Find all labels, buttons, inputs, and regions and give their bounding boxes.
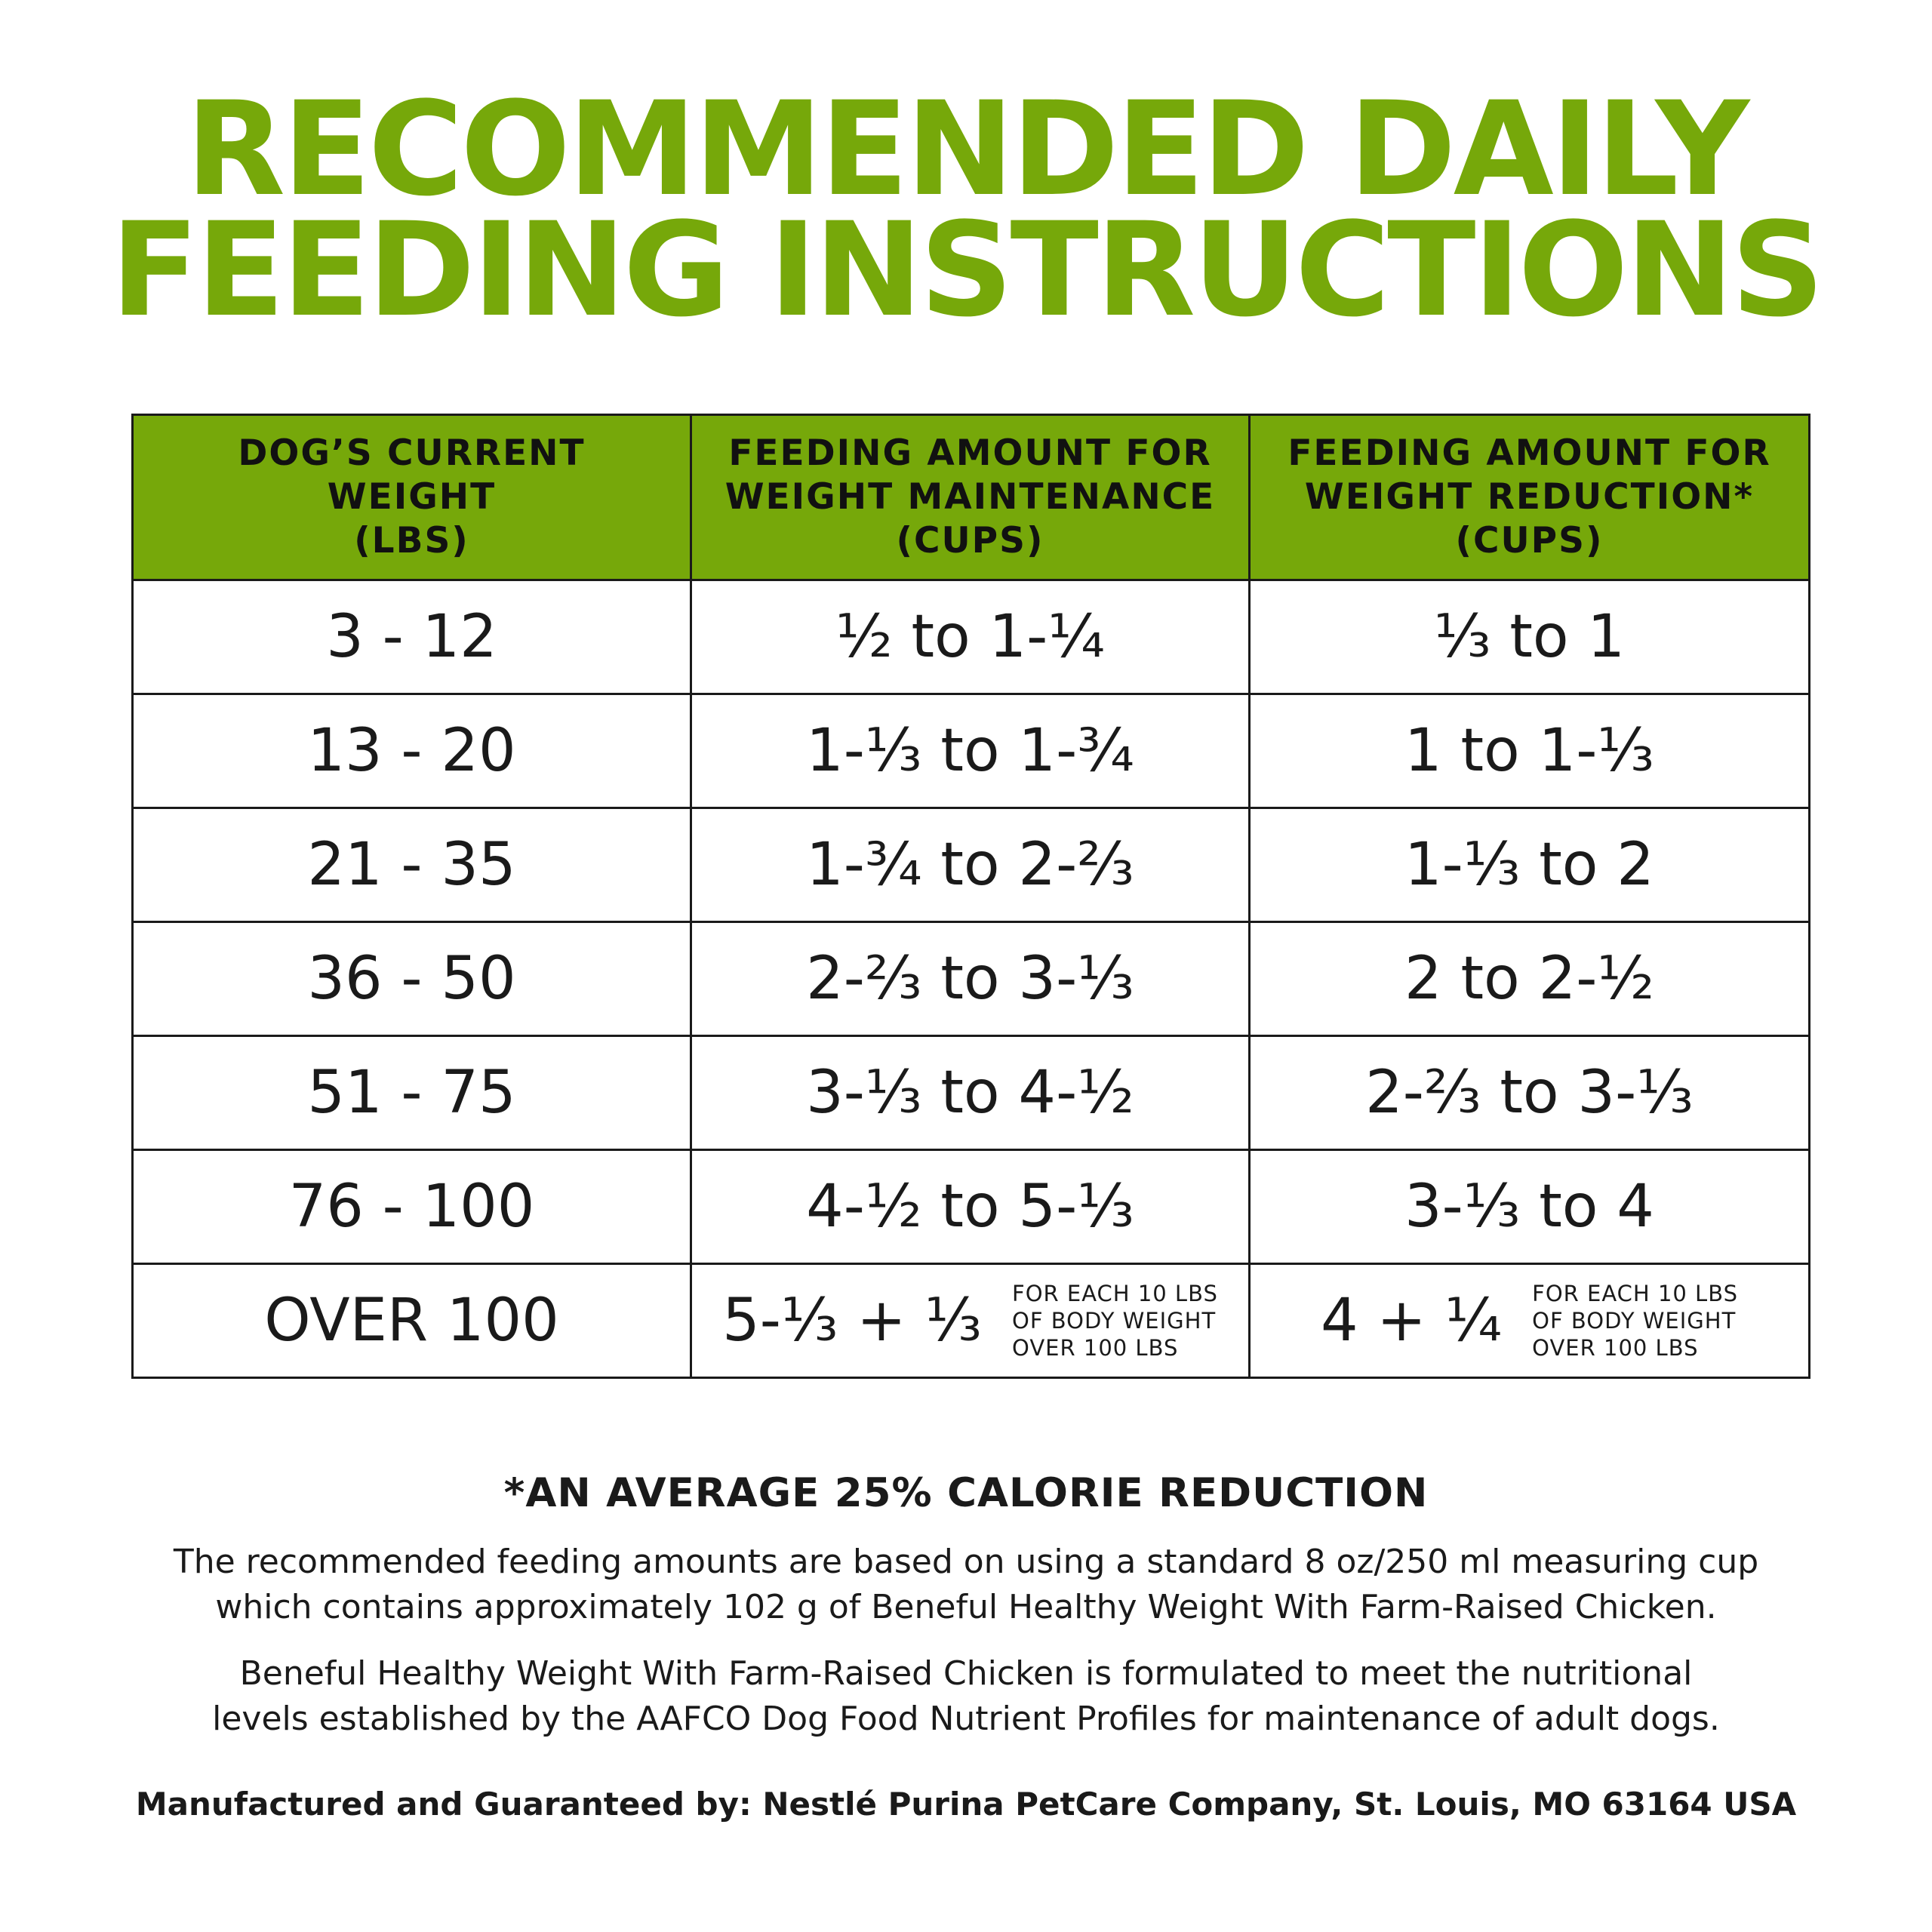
maintenance-cell: ½ to 1-¼ xyxy=(691,580,1250,694)
table-header-row xyxy=(133,415,1810,580)
maintenance-cell: 3-⅓ to 4-½ xyxy=(691,1036,1250,1150)
weight-cell: 21 - 35 xyxy=(133,808,691,922)
maintenance-note: FOR EACH 10 LBS OF BODY WEIGHT OVER 100 LBS xyxy=(1012,1281,1218,1361)
reduction-cell: 2-⅔ to 3-⅓ xyxy=(1250,1036,1810,1150)
weight-cell: 3 - 12 xyxy=(133,580,691,694)
maintenance-cell: 1-¾ to 2-⅔ xyxy=(691,808,1250,922)
title-line-1: RECOMMENDED DAILY xyxy=(185,73,1747,225)
weight-cell: 51 - 75 xyxy=(133,1036,691,1150)
header-maintenance: FEEDING AMOUNT FOR WEIGHT MAINTENANCE (CUPS) xyxy=(691,415,1250,580)
measuring-cup-paragraph: The recommended feeding amounts are based on using a standard 8 oz/250 ml measuring cup which contains approximately 102 g of Beneful Healthy Weight With Farm-Raised Chicken. xyxy=(173,1543,1759,1626)
maintenance-cell xyxy=(691,1264,1250,1378)
maintenance-cell: 1-⅓ to 1-¾ xyxy=(691,694,1250,808)
reduction-value: 4 + ¼ xyxy=(1320,1287,1503,1355)
maintenance-value: 5-⅓ + ⅓ xyxy=(722,1287,983,1355)
feeding-table xyxy=(131,414,1810,1379)
aafco-paragraph: Beneful Healthy Weight With Farm-Raised Chicken is formulated to meet the nutritional levels established by the AAFCO Dog Food Nutrient Profiles for maintenance of adult dogs. xyxy=(212,1654,1720,1738)
weight-cell: 36 - 50 xyxy=(133,922,691,1036)
title-line-2: FEEDING INSTRUCTIONS xyxy=(110,194,1822,346)
reduction-cell: ⅓ to 1 xyxy=(1250,580,1810,694)
table-row xyxy=(133,1036,1810,1150)
manufacturer-line: Manufactured and Guaranteed by: Nestlé Purina PetCare Company, St. Louis, MO 63164 USA xyxy=(135,1786,1797,1823)
weight-cell: 76 - 100 xyxy=(133,1150,691,1264)
maintenance-cell: 4-½ to 5-⅓ xyxy=(691,1150,1250,1264)
footnote-heading: *AN AVERAGE 25% CALORIE REDUCTION xyxy=(503,1470,1429,1516)
header-reduction: FEEDING AMOUNT FOR WEIGHT REDUCTION* (CUPS) xyxy=(1250,415,1810,580)
weight-cell: 13 - 20 xyxy=(133,694,691,808)
reduction-cell xyxy=(1250,1264,1810,1378)
table-row xyxy=(133,922,1810,1036)
reduction-note: FOR EACH 10 LBS OF BODY WEIGHT OVER 100 LBS xyxy=(1532,1281,1739,1361)
reduction-cell: 1 to 1-⅓ xyxy=(1250,694,1810,808)
table-row xyxy=(133,580,1810,694)
maintenance-cell: 2-⅔ to 3-⅓ xyxy=(691,922,1250,1036)
reduction-cell: 1-⅓ to 2 xyxy=(1250,808,1810,922)
reduction-cell: 3-⅓ to 4 xyxy=(1250,1150,1810,1264)
table-row xyxy=(133,694,1810,808)
reduction-cell: 2 to 2-½ xyxy=(1250,922,1810,1036)
header-weight: DOG’S CURRENT WEIGHT (LBS) xyxy=(133,415,691,580)
weight-cell: OVER 100 xyxy=(133,1264,691,1378)
table-row-over-100 xyxy=(133,1264,1810,1378)
table-row xyxy=(133,1150,1810,1264)
page-title xyxy=(0,73,1932,346)
table-row xyxy=(133,808,1810,922)
